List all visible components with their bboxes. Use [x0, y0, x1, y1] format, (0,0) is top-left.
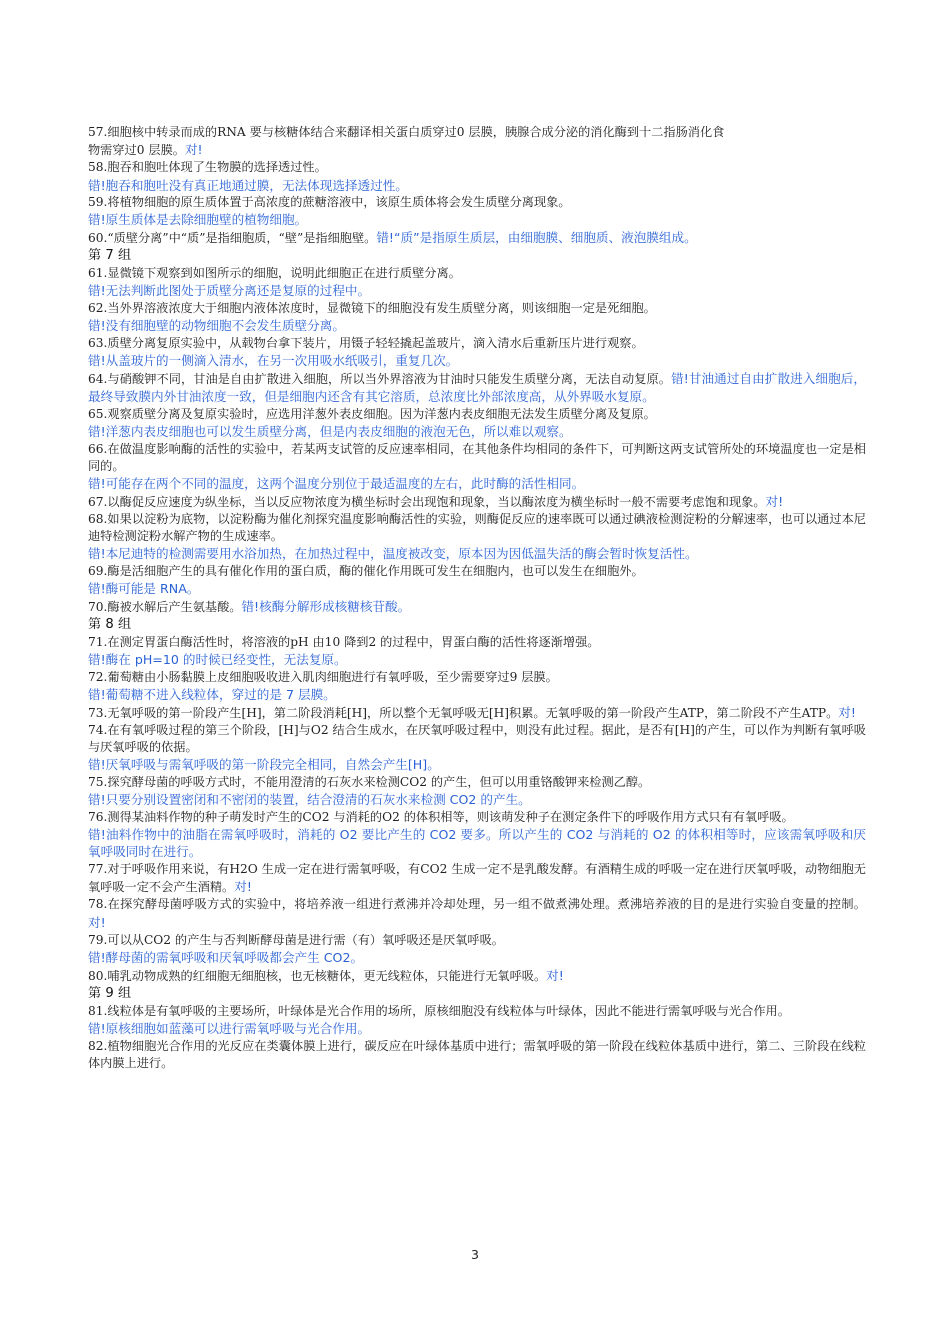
- answer-text: 对!: [234, 879, 252, 895]
- question-text: 79.可以从CO2 的产生与否判断酵母菌是进行需（有）氧呼吸还是厌氧呼吸。: [88, 932, 504, 947]
- answer-text: 对!: [838, 704, 856, 720]
- answer-text: 错!胞吞和胞吐没有真正地通过膜，无法体现选择透过性。: [88, 177, 408, 193]
- question-text: 75.探究酵母菌的呼吸方式时，不能用澄清的石灰水来检测CO2 的产生，但可以用重铬酸钾来检测乙醇。: [88, 774, 651, 789]
- answer-text: 错!酵母菌的需氧呼吸和厌氧呼吸都会产生 CO2。: [88, 950, 364, 965]
- question-item: [88, 265, 866, 282]
- question-item: [88, 300, 866, 317]
- items-pre: [88, 124, 866, 247]
- question-item: [88, 370, 866, 406]
- question-text: 73.无氧呼吸的第一阶段产生[H]，第二阶段消耗[H]，所以整个无氧呼吸无[H]积累。无氧呼吸的第一阶段产生ATP，第二阶段不产生ATP。: [88, 705, 839, 720]
- question-item: [88, 634, 866, 651]
- answer-text: 错!没有细胞壁的动物细胞不会发生质壁分离。: [88, 318, 345, 334]
- question-item: [88, 704, 866, 722]
- items-group-9: [88, 1003, 866, 1072]
- answer-text: 错!从盖玻片的一侧滴入清水，在另一次用吸水纸吸引，重复几次。: [88, 353, 459, 368]
- question-text: 68.如果以淀粉为底物，以淀粉酶为催化剂探究温度影响酶活性的实验，则酶促反应的速率既可以通过碘液检测淀粉的分解速率，也可以通过本尼迪特检测淀粉水解产物的生成速率。: [88, 512, 866, 544]
- question-item: [88, 493, 866, 511]
- question-text: 80.哺乳动物成熟的红细胞无细胞核，也无核糖体，更无线粒体，只能进行无氧呼吸。: [88, 968, 547, 983]
- answer-text: 错!原生质体是去除细胞壁的植物细胞。: [88, 212, 308, 228]
- question-text: 59.将植物细胞的原生质体置于高浓度的蔗糖溶液中，该原生质体将会发生质壁分离现象。: [88, 195, 571, 210]
- question-item: [88, 861, 866, 896]
- question-item: [88, 896, 866, 931]
- question-item: [88, 159, 866, 176]
- answer-text: 对!: [546, 967, 564, 983]
- question-text: 81.线粒体是有氧呼吸的主要场所，叶绿体是光合作用的场所，原核细胞没有线粒体与叶绿体，因此不能进行需氧呼吸与光合作用。: [88, 1003, 790, 1018]
- question-text: 57.细胞核中转录而成的RNA 要与核糖体结合来翻译相关蛋白质穿过0 层膜，胰腺合成分泌的消化酶到十二指肠消化食: [88, 125, 725, 139]
- question-item: [88, 511, 866, 545]
- question-text: 71.在测定胃蛋白酶活性时，将溶液的pH 由10 降到2 的过程中，胃蛋白酶的活性将逐渐增强。: [88, 635, 600, 649]
- question-text: 82.植物细胞光合作用的光反应在类囊体膜上进行，碳反应在叶绿体基质中进行；需氧呼吸的第一阶段在线粒体基质中进行，第二、三阶段在线粒体内膜上进行。: [88, 1038, 866, 1070]
- question-text: 72.葡萄糖由小肠黏膜上皮细胞吸收进入肌肉细胞进行有氧呼吸，至少需要穿过9 层膜。: [88, 669, 558, 684]
- answer-text: 对!: [88, 914, 106, 930]
- question-item: [88, 722, 866, 756]
- answer-text: 对!: [184, 142, 203, 158]
- question-text: 66.在做温度影响酶的活性的实验中，若某两支试管的反应速率相同，在其他条件均相同的条件下，可判断这两支试管所处的环境温度也一定是相同的。: [88, 441, 866, 473]
- answer-text: 对!: [765, 493, 784, 509]
- question-item: [88, 1003, 866, 1020]
- question-item: [88, 932, 866, 949]
- question-text: 物需穿过0 层膜。: [88, 143, 185, 158]
- group-heading-7: 第 7 组: [88, 248, 132, 264]
- answer-text: 错!厌氧呼吸与需氧呼吸的第一阶段完全相同，自然会产生[H]。: [88, 757, 440, 773]
- question-text: 77.对于呼吸作用来说，有H2O 生成一定在进行需氧呼吸，有CO2 生成一定不是乳酸发酵。有酒精生成的呼吸一定在进行厌氧呼吸，动物细胞无氧呼吸一定不会产生酒精。: [88, 861, 866, 895]
- question-item: [88, 967, 866, 985]
- question-text: 60.“质壁分离”中“质”是指细胞质，“壁”是指细胞壁。: [88, 231, 377, 245]
- answer-text: 错!“质”是指原生质层，由细胞膜、细胞质、液泡膜组成。: [376, 230, 697, 245]
- answer-text: 错!甘油通过自由扩散进入细胞后，最终导致膜内外甘油浓度一致，但是细胞内还含有其它溶质，总浓度比外部浓度高，从外界吸水复原。: [88, 370, 866, 404]
- question-text: 70.酶被水解后产生氨基酸。: [88, 599, 242, 614]
- answer-text: 错!核酶分解形成核糖核苷酸。: [241, 598, 411, 614]
- question-item: [88, 669, 866, 686]
- answer-text: 错!无法判断此图处于质壁分离还是复原的过程中。: [88, 283, 371, 299]
- question-text: 58.胞吞和胞吐体现了生物膜的选择透过性。: [88, 160, 327, 175]
- question-text: 64.与硝酸钾不同，甘油是自由扩散进入细胞，所以当外界溶液为甘油时只能发生质壁分离，无法自动复原。: [88, 371, 672, 386]
- question-text: 69.酶是活细胞产生的具有催化作用的蛋白质，酶的催化作用既可发生在细胞内，也可以发生在细胞外。: [88, 564, 644, 578]
- question-item: [88, 441, 866, 475]
- question-text: 78.在探究酵母菌呼吸方式的实验中，将培养液一组进行煮沸并冷却处理，另一组不做煮沸处理。煮沸培养液的目的是进行实验自变量的控制。: [88, 897, 866, 912]
- items-group-7: [88, 265, 866, 616]
- items-group-8: [88, 634, 866, 985]
- group-heading-9: 第 9 组: [88, 985, 132, 1001]
- answer-text: 错!葡萄糖不进入线粒体，穿过的是 7 层膜。: [88, 687, 336, 702]
- question-item: [88, 229, 866, 247]
- question-item: [88, 563, 866, 580]
- page-number: 3: [471, 1247, 479, 1262]
- answer-text: 错!原核细胞如蓝藻可以进行需氧呼吸与光合作用。: [88, 1021, 371, 1036]
- answer-text: 错!酶在 pH=10 的时候已经变性，无法复原。: [88, 652, 347, 668]
- question-text: 62.当外界溶液浓度大于细胞内液体浓度时，显微镜下的细胞没有发生质壁分离，则该细胞一定是死细胞。: [88, 301, 656, 315]
- question-item: [88, 774, 866, 791]
- question-item: [88, 194, 866, 211]
- question-item: [88, 809, 866, 826]
- group-heading-8: 第 8 组: [88, 617, 132, 632]
- document-body: [88, 124, 866, 1072]
- question-text: 74.在有氧呼吸过程的第三个阶段，[H]与O2 结合生成水，在厌氧呼吸过程中，则没有此过程。据此，是否有[H]的产生，可以作为判断有氧呼吸与厌氧呼吸的依据。: [88, 722, 866, 754]
- question-text: 63.质壁分离复原实验中，从载物台拿下装片，用镊子轻轻撬起盖玻片，滴入清水后重新压片进行观察。: [88, 335, 644, 350]
- answer-text: 错!本尼迪特的检测需要用水浴加热，在加热过程中，温度被改变，原本因为因低温失活的酶会暂时恢复活性。: [88, 546, 698, 562]
- question-text: 67.以酶促反应速度为纵坐标，当以反应物浓度为横坐标时会出现饱和现象，当以酶浓度为横坐标时一般不需要考虑饱和现象。: [88, 494, 766, 509]
- question-item: [88, 598, 866, 616]
- question-item: [88, 335, 866, 352]
- question-text: 61.显微镜下观察到如图所示的细胞，说明此细胞正在进行质壁分离。: [88, 266, 461, 281]
- answer-text: 错!油料作物中的油脂在需氧呼吸时，消耗的 O2 要比产生的 CO2 要多。所以产生的 CO2 与消耗的 O2 的体积相等时，应该需氧呼吸和厌氧呼吸同时在进行。: [88, 826, 866, 860]
- answer-text: 错!可能存在两个不同的温度，这两个温度分别位于最适温度的左右，此时酶的活性相同。: [88, 476, 585, 492]
- question-item: [88, 141, 866, 159]
- question-item: [88, 406, 866, 423]
- answer-text: 错!酶可能是 RNA。: [88, 581, 200, 597]
- question-item: [88, 124, 866, 141]
- question-text: 65.观察质壁分离及复原实验时，应选用洋葱外表皮细胞。因为洋葱内表皮细胞无法发生质壁分离及复原。: [88, 407, 656, 421]
- answer-text: 错!洋葱内表皮细胞也可以发生质壁分离，但是内表皮细胞的液泡无色，所以难以观察。: [88, 424, 572, 440]
- question-item: [88, 1038, 866, 1072]
- answer-text: 错!只要分别设置密闭和不密闭的装置，结合澄清的石灰水来检测 CO2 的产生。: [88, 792, 531, 807]
- question-text: 76.测得某油料作物的种子萌发时产生的CO2 与消耗的O2 的体积相等，则该萌发种子在测定条件下的呼吸作用方式只有有氧呼吸。: [88, 809, 794, 824]
